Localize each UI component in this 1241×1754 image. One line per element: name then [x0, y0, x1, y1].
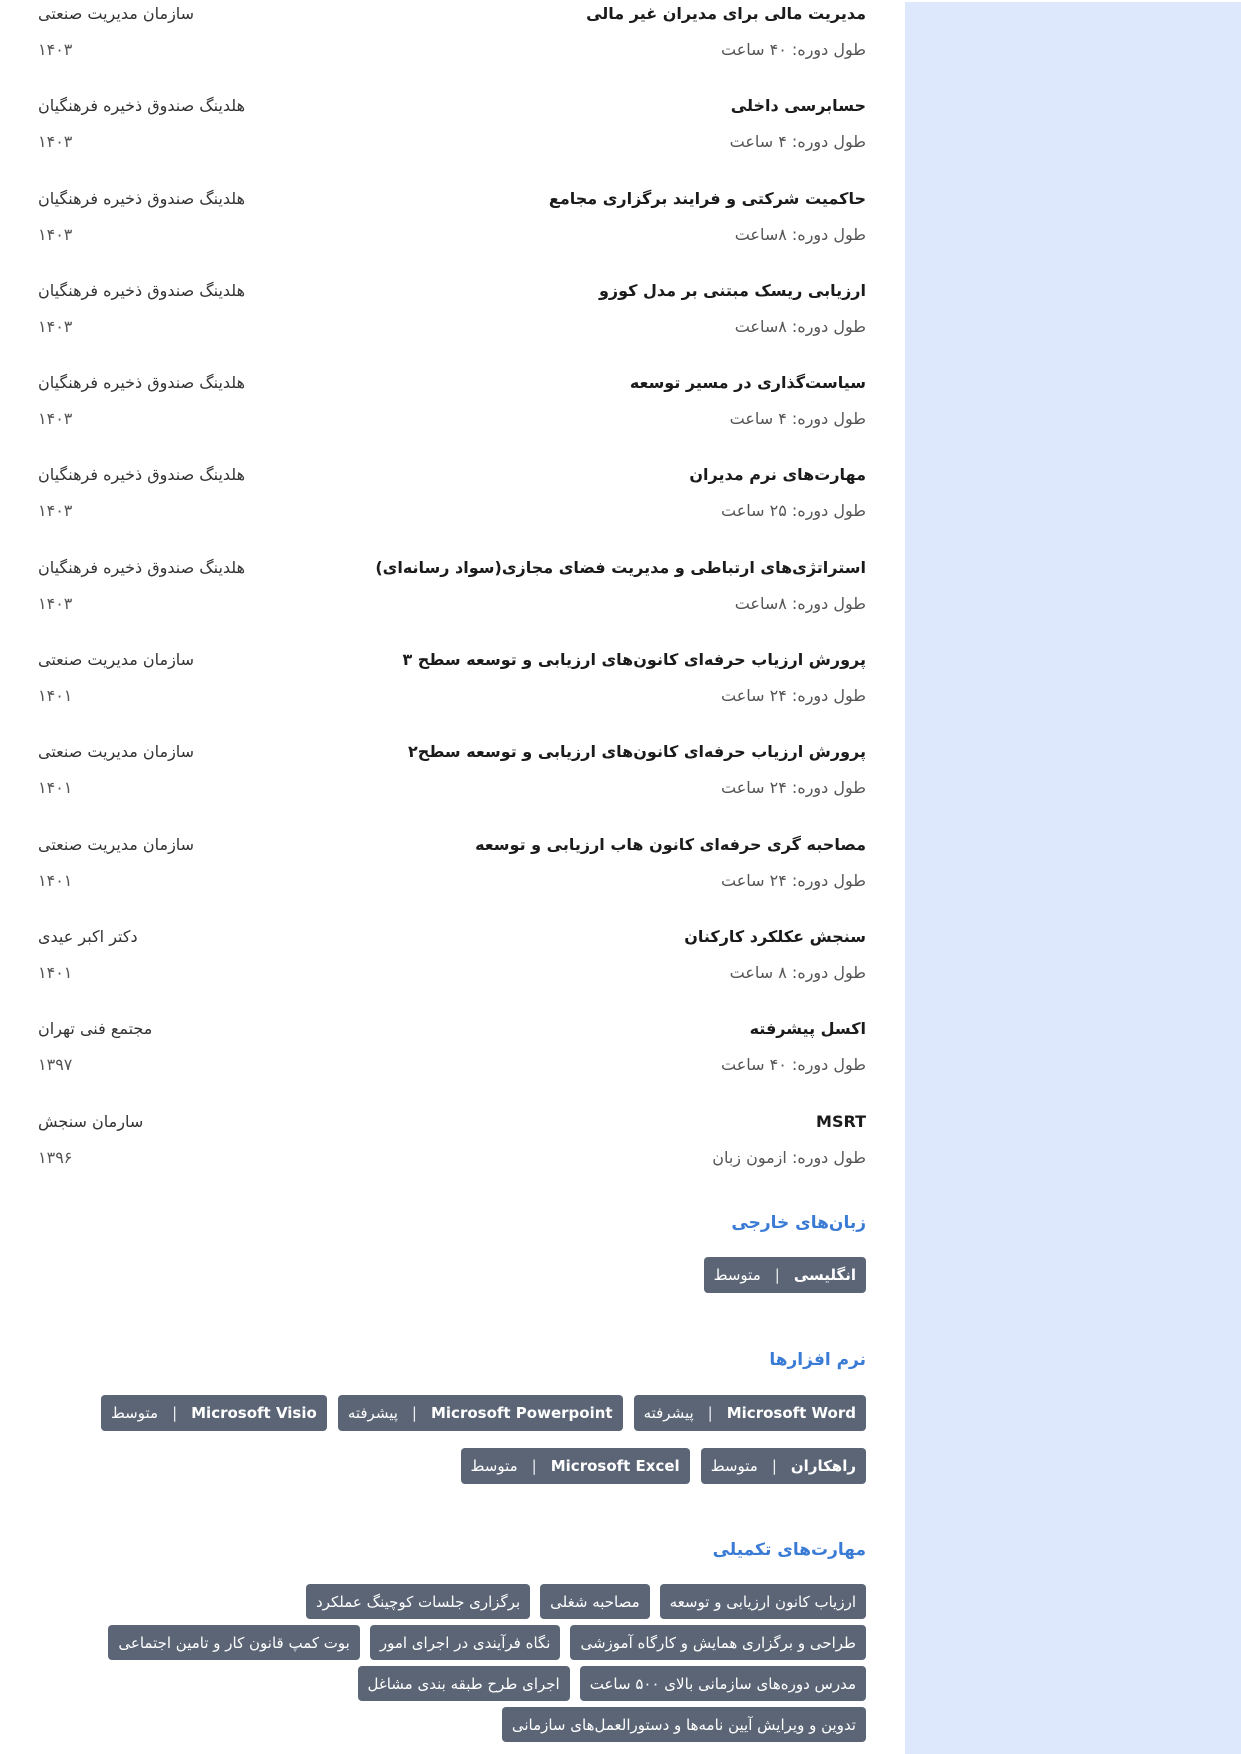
- languages-title: زبان‌های خارجی: [731, 1213, 866, 1233]
- course-duration: طول دوره: ۴ ساعت: [729, 409, 866, 429]
- tag-separator: |: [531, 1457, 537, 1475]
- tag-name: Microsoft Word: [726, 1404, 856, 1422]
- course-organization: سازمان مدیریت صنعتی: [38, 834, 195, 854]
- course-title: اکسل پیشرفته: [749, 1019, 866, 1039]
- course-title: پرورش ارزیاب حرفه‌ای کانون‌های ارزیابی و توسعه سطح ۳: [402, 650, 866, 670]
- course-duration: طول دوره: ۸ساعت: [734, 224, 866, 244]
- skill-tag: برگزاری جلسات کوچینگ عملکرد: [306, 1584, 530, 1619]
- course-organization: هلدینگ صندوق ذخیره فرهنگیان: [38, 373, 246, 393]
- course-year: ۱۴۰۳: [38, 132, 73, 152]
- course-organization: مجتمع فنی تهران: [38, 1019, 153, 1039]
- course-title: مهارت‌های نرم مدیران: [689, 465, 866, 485]
- skill-level-tag: [701, 1448, 866, 1484]
- course-year: ۱۳۹۶: [38, 1147, 73, 1167]
- course-item: [38, 277, 866, 369]
- skill-tag: مدرس دوره‌های سازمانی بالای ۵۰۰ ساعت: [580, 1666, 866, 1701]
- course-title: ارزیابی ریسک مبتنی بر مدل کوزو: [598, 280, 866, 300]
- skills-row-4: [38, 1707, 866, 1742]
- tag-separator: |: [172, 1404, 178, 1422]
- course-year: ۱۴۰۳: [38, 501, 73, 521]
- course-duration: طول دوره: ۸ساعت: [734, 316, 866, 336]
- skill-tag: طراحی و برگزاری همایش و کارگاه آموزشی: [570, 1625, 866, 1660]
- course-year: ۱۳۹۷: [38, 1055, 73, 1075]
- skill-level-tag: [634, 1395, 866, 1431]
- course-item: [38, 554, 866, 646]
- tag-level: متوسط: [110, 1404, 159, 1422]
- course-duration: طول دوره: ازمون زبان: [712, 1147, 866, 1167]
- course-title: MSRT: [816, 1111, 866, 1131]
- skill-tag: بوت کمپ قانون کار و تامین اجتماعی: [108, 1625, 359, 1660]
- skills-title: مهارت‌های تکمیلی: [712, 1540, 866, 1560]
- tag-separator: |: [771, 1457, 777, 1475]
- software-title: نرم افزارها: [769, 1350, 866, 1370]
- course-organization: دکتر اکبر عیدی: [38, 926, 138, 946]
- course-item: [38, 185, 866, 277]
- course-year: ۱۴۰۱: [38, 962, 73, 982]
- tag-level: پیشرفته: [643, 1404, 694, 1422]
- course-item: [38, 0, 866, 92]
- course-item: [38, 923, 866, 1015]
- course-duration: طول دوره: ۲۴ ساعت: [721, 778, 866, 798]
- skill-tag: مصاحبه شغلی: [540, 1584, 650, 1619]
- course-duration: طول دوره: ۲۴ ساعت: [721, 870, 866, 890]
- course-year: ۱۴۰۳: [38, 593, 73, 613]
- tag-name: Microsoft Excel: [550, 1457, 680, 1475]
- skill-level-tag: [704, 1257, 866, 1293]
- tag-level: متوسط: [713, 1266, 761, 1284]
- languages-list: [38, 1257, 866, 1293]
- course-title: حاکمیت شرکتی و فرایند برگزاری مجامع: [548, 188, 866, 208]
- course-title: مدیریت مالی برای مدیران غیر مالی: [586, 4, 866, 23]
- course-year: ۱۴۰۳: [38, 224, 73, 244]
- skills-row-2: [38, 1625, 866, 1660]
- course-year: ۱۴۰۱: [38, 870, 73, 890]
- course-item: [38, 831, 866, 923]
- side-panel: [905, 2, 1241, 1754]
- course-year: ۱۴۰۳: [38, 409, 73, 429]
- course-title: پرورش ارزیاب حرفه‌ای کانون‌های ارزیابی و توسعه سطح۲: [408, 742, 866, 762]
- course-item: [38, 1015, 866, 1107]
- skill-tag: تدوین و ویرایش آیین نامه‌ها و دستورالعمل‌های سازمانی: [502, 1707, 866, 1742]
- course-item: [38, 1108, 866, 1200]
- course-organization: هلدینگ صندوق ذخیره فرهنگیان: [38, 465, 246, 485]
- course-organization: هلدینگ صندوق ذخیره فرهنگیان: [38, 188, 246, 208]
- course-organization: هلدینگ صندوق ذخیره فرهنگیان: [38, 280, 246, 300]
- skills-row-3: [38, 1666, 866, 1701]
- course-title: حسابرسی داخلی: [730, 96, 866, 116]
- course-year: ۱۴۰۳: [38, 316, 73, 336]
- skills-row-1: [38, 1584, 866, 1619]
- tag-name: Microsoft Powerpoint: [430, 1404, 613, 1422]
- course-title: سنجش عکلکرد کارکنان: [684, 926, 866, 946]
- software-row-1: [38, 1395, 866, 1431]
- course-duration: طول دوره: ۴۰ ساعت: [721, 1055, 866, 1075]
- course-organization: هلدینگ صندوق ذخیره فرهنگیان: [38, 557, 246, 577]
- tag-level: متوسط: [710, 1457, 758, 1475]
- course-duration: طول دوره: ۸ساعت: [734, 593, 866, 613]
- tag-name: راهکاران: [790, 1457, 856, 1475]
- resume-main: [38, 0, 866, 1754]
- skill-level-tag: [338, 1395, 623, 1431]
- course-year: ۱۴۰۱: [38, 686, 73, 706]
- skill-level-tag: [461, 1448, 690, 1484]
- tag-separator: |: [411, 1404, 417, 1422]
- tag-level: متوسط: [470, 1457, 518, 1475]
- skill-tag: نگاه فرآیندی در اجرای امور: [370, 1625, 561, 1660]
- course-item: [38, 646, 866, 738]
- course-year: ۱۴۰۳: [38, 40, 73, 59]
- tag-separator: |: [707, 1404, 713, 1422]
- course-organization: سازمان مدیریت صنعتی: [38, 742, 195, 762]
- course-duration: طول دوره: ۲۴ ساعت: [721, 686, 866, 706]
- skill-tag: اجرای طرح طبقه بندی مشاغل: [358, 1666, 570, 1701]
- course-item: [38, 738, 866, 830]
- course-title: مصاحبه گری حرفه‌ای کانون هاب ارزیابی و توسعه: [475, 834, 866, 854]
- course-duration: طول دوره: ۴۰ ساعت: [721, 40, 866, 59]
- course-title: سیاست‌گذاری در مسیر توسعه: [629, 373, 866, 393]
- course-item: [38, 461, 866, 553]
- course-item: [38, 369, 866, 461]
- course-title: استراتژی‌های ارتباطی و مدیریت فضای مجازی(سواد رسانه‌ای): [375, 557, 866, 577]
- skill-level-tag: [101, 1395, 327, 1431]
- course-duration: طول دوره: ۸ ساعت: [729, 962, 866, 982]
- course-organization: سازمان مدیریت صنعتی: [38, 4, 195, 23]
- course-year: ۱۴۰۱: [38, 778, 73, 798]
- skill-tag: ارزیاب کانون ارزیابی و توسعه: [660, 1584, 866, 1619]
- course-organization: هلدینگ صندوق ذخیره فرهنگیان: [38, 96, 246, 116]
- software-row-2: [38, 1448, 866, 1484]
- course-duration: طول دوره: ۴ ساعت: [729, 132, 866, 152]
- tag-separator: |: [774, 1266, 780, 1284]
- tag-name: Microsoft Visio: [191, 1404, 317, 1422]
- tag-level: پیشرفته: [347, 1404, 398, 1422]
- course-duration: طول دوره: ۲۵ ساعت: [721, 501, 866, 521]
- course-item: [38, 92, 866, 184]
- course-organization: سازمان مدیریت صنعتی: [38, 650, 195, 670]
- course-list: [38, 0, 866, 1200]
- tag-name: انگلیسی: [793, 1266, 856, 1284]
- course-organization: سارمان سنجش: [38, 1111, 144, 1131]
